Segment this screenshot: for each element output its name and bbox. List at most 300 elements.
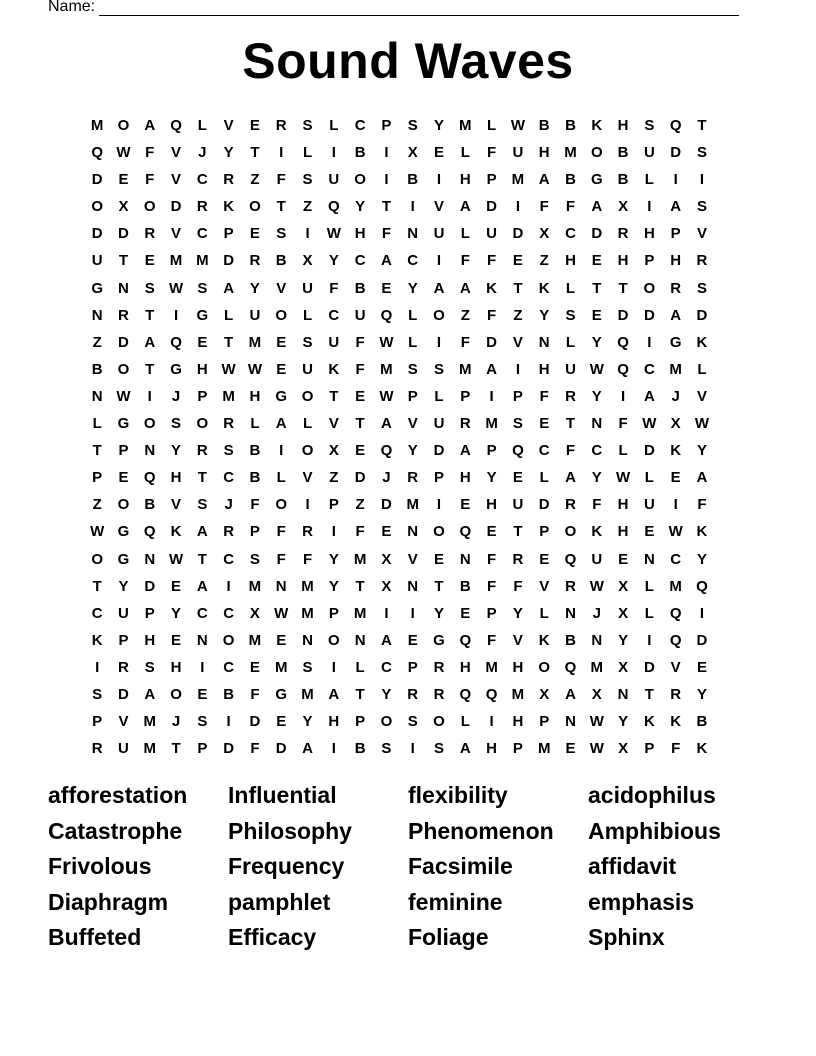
grid-letter: Z [329, 469, 339, 487]
grid-letter: Q [170, 117, 182, 134]
grid-letter: E [434, 550, 445, 568]
grid-letter: S [696, 144, 707, 162]
grid-letter: A [380, 415, 392, 433]
grid-letter: X [302, 252, 313, 270]
grid-letter: U [249, 306, 261, 324]
grid-letter: L [329, 117, 339, 134]
grid-letter: S [302, 333, 313, 351]
grid-letter: P [434, 469, 445, 487]
grid-letter: I [673, 171, 678, 189]
grid-letter: L [250, 415, 260, 433]
word-bank-item: Phenomenon [408, 817, 554, 844]
grid-letter: J [198, 144, 207, 162]
grid-letter: P [92, 713, 103, 731]
grid-letter: C [354, 117, 366, 134]
grid-letter: F [487, 631, 497, 649]
grid-letter: C [354, 252, 366, 270]
grid-letter: F [618, 415, 628, 433]
grid-letter: R [118, 306, 129, 324]
grid-letter: M [274, 658, 288, 676]
grid-letter: F [460, 333, 470, 351]
grid-letter: P [512, 740, 523, 758]
grid-letter: O [143, 198, 156, 216]
grid-letter: Q [380, 306, 393, 324]
grid-letter: L [197, 117, 207, 134]
grid-letter: X [407, 144, 418, 162]
grid-letter: S [434, 740, 445, 758]
grid-letter: N [196, 631, 208, 649]
grid-letter: W [589, 577, 604, 595]
grid-letter: D [643, 658, 655, 676]
grid-letter: P [118, 442, 129, 460]
grid-letter: U [91, 252, 103, 270]
grid-letter: X [328, 442, 339, 460]
grid-letter: L [618, 442, 628, 460]
grid-letter: T [644, 685, 654, 703]
grid-letter: B [275, 252, 287, 270]
grid-letter: J [592, 604, 601, 622]
word-bank-item: Frequency [228, 853, 345, 880]
grid-letter: M [301, 577, 314, 595]
grid-letter: Y [591, 387, 602, 405]
grid-letter: T [197, 469, 207, 487]
grid-letter: Q [617, 360, 629, 378]
grid-letter: E [144, 252, 155, 270]
grid-letter: A [223, 279, 235, 297]
grid-letter: I [436, 333, 442, 351]
grid-letter: B [354, 740, 366, 758]
grid-letter: Q [459, 685, 472, 703]
grid-letter: X [670, 415, 681, 433]
grid-letter: U [643, 144, 655, 162]
grid-letter: H [249, 387, 261, 405]
grid-letter: P [670, 225, 681, 243]
grid-letter: K [486, 279, 498, 297]
grid-letter: R [696, 252, 708, 270]
grid-letter: Y [407, 442, 418, 460]
grid-letter: I [410, 604, 415, 622]
grid-letter: G [170, 360, 182, 378]
grid-letter: I [331, 740, 336, 758]
grid-letter: C [196, 604, 208, 622]
grid-letter: Y [249, 279, 260, 297]
grid-letter: Q [564, 658, 577, 676]
grid-letter: F [592, 496, 602, 514]
grid-letter: D [512, 225, 524, 243]
grid-letter: M [301, 604, 314, 622]
grid-letter: R [459, 415, 471, 433]
grid-letter: E [249, 117, 260, 134]
grid-letter: T [250, 144, 260, 162]
grid-letter: W [168, 550, 184, 568]
grid-letter: H [328, 713, 340, 731]
grid-letter: T [618, 279, 628, 297]
grid-letter: N [591, 631, 603, 649]
grid-letter: L [355, 658, 365, 676]
grid-letter: L [565, 279, 576, 297]
grid-letter: S [302, 117, 313, 134]
grid-letter: O [275, 496, 288, 514]
grid-letter: G [433, 631, 445, 649]
grid-letter: P [249, 523, 260, 541]
grid-letter: H [486, 740, 498, 758]
grid-letter: B [354, 144, 366, 162]
grid-letter: O [91, 550, 103, 568]
grid-letter: R [302, 523, 313, 541]
grid-letter: M [143, 713, 156, 731]
grid-letter: D [118, 685, 129, 703]
grid-letter: D [696, 306, 708, 324]
grid-letter: N [91, 387, 103, 405]
grid-letter: F [276, 550, 286, 568]
grid-letter: I [331, 658, 336, 676]
grid-letter: I [699, 604, 705, 622]
grid-letter: P [328, 604, 339, 622]
word-bank-item: feminine [408, 888, 503, 915]
grid-letter: L [539, 469, 549, 487]
grid-letter: I [147, 387, 152, 405]
grid-letter: I [384, 144, 389, 162]
grid-letter: O [222, 631, 235, 649]
grid-letter: F [355, 360, 365, 378]
grid-letter: H [486, 496, 498, 514]
grid-letter: D [118, 225, 129, 243]
grid-letter: O [275, 306, 288, 324]
grid-letter: M [222, 387, 235, 405]
grid-letter: D [486, 198, 498, 216]
grid-letter: P [197, 740, 208, 758]
grid-letter: L [460, 225, 470, 243]
grid-letter: E [249, 658, 260, 676]
grid-letter: K [670, 442, 682, 460]
grid-letter: P [512, 387, 523, 405]
grid-letter: X [618, 658, 629, 676]
grid-letter: A [144, 685, 156, 703]
grid-letter: H [617, 496, 629, 514]
grid-letter: E [696, 658, 707, 676]
grid-letter: B [617, 171, 629, 189]
grid-letter: W [379, 333, 394, 351]
grid-letter: B [565, 171, 576, 189]
grid-letter: L [408, 333, 418, 351]
word-bank-item: afforestation [48, 782, 188, 808]
grid-letter: M [459, 117, 472, 134]
grid-letter: O [433, 306, 445, 324]
grid-letter: F [460, 252, 470, 270]
grid-letter: T [434, 577, 444, 595]
grid-letter: H [512, 658, 524, 676]
grid-letter: I [305, 496, 310, 514]
grid-letter: T [592, 279, 602, 297]
grid-letter: D [223, 252, 235, 270]
grid-letter: C [380, 658, 392, 676]
grid-letter: D [433, 442, 445, 460]
grid-letter: N [565, 604, 576, 622]
grid-letter: S [223, 442, 234, 460]
grid-letter: N [407, 577, 419, 595]
grid-letter: E [355, 387, 366, 405]
grid-letter: P [486, 604, 497, 622]
grid-letter: P [644, 740, 655, 758]
grid-letter: N [538, 333, 550, 351]
grid-letter: I [173, 306, 179, 324]
grid-letter: T [513, 523, 523, 541]
grid-letter: E [591, 306, 602, 324]
grid-letter: K [670, 713, 682, 731]
grid-letter: M [301, 685, 314, 703]
grid-letter: M [353, 550, 367, 568]
grid-letter: Q [485, 685, 498, 703]
grid-letter: F [671, 740, 681, 758]
grid-letter: R [565, 577, 576, 595]
grid-letter: H [617, 252, 629, 270]
grid-letter: H [459, 469, 471, 487]
grid-letter: Y [618, 631, 629, 649]
grid-letter: I [410, 198, 415, 216]
grid-letter: K [696, 740, 708, 758]
grid-letter: Y [328, 577, 339, 595]
grid-letter: F [145, 144, 155, 162]
grid-letter: Z [513, 306, 523, 324]
grid-letter: Y [696, 442, 707, 460]
grid-letter: A [459, 442, 471, 460]
grid-letter: H [354, 225, 366, 243]
grid-letter: V [276, 279, 287, 297]
grid-letter: W [168, 279, 184, 297]
grid-letter: Y [355, 198, 366, 216]
grid-letter: Y [539, 306, 550, 324]
grid-letter: I [226, 577, 231, 595]
grid-letter: E [591, 252, 602, 270]
grid-letter: M [406, 496, 419, 514]
grid-letter: O [196, 415, 209, 433]
grid-letter: H [170, 469, 182, 487]
grid-letter: S [644, 117, 655, 134]
grid-letter: F [539, 387, 549, 405]
grid-letter: T [355, 577, 365, 595]
grid-letter: T [224, 333, 234, 351]
grid-letter: B [223, 685, 235, 703]
grid-letter: O [354, 171, 366, 189]
grid-letter: Y [486, 469, 497, 487]
grid-letter: I [515, 360, 520, 378]
grid-letter: Y [223, 144, 234, 162]
grid-letter: H [538, 144, 550, 162]
grid-letter: S [197, 279, 208, 297]
grid-letter: E [381, 279, 392, 297]
grid-letter: Q [669, 117, 682, 134]
grid-letter: R [196, 198, 208, 216]
letter-grid [84, 112, 715, 762]
grid-letter: F [355, 333, 365, 351]
grid-letter: J [671, 387, 680, 405]
grid-letter: U [591, 550, 603, 568]
grid-letter: G [117, 550, 130, 568]
grid-letter: A [670, 198, 682, 216]
grid-letter: W [116, 387, 131, 405]
grid-letter: O [301, 387, 314, 405]
grid-letter: H [670, 252, 682, 270]
grid-letter: Q [669, 604, 682, 622]
grid-letter: X [591, 685, 602, 703]
grid-letter: Y [512, 604, 523, 622]
grid-letter: L [460, 144, 470, 162]
grid-letter: V [512, 333, 523, 351]
grid-letter: A [144, 333, 156, 351]
grid-letter: N [118, 279, 129, 297]
grid-letter: S [92, 685, 103, 703]
grid-letter: I [515, 198, 520, 216]
grid-letter: U [486, 225, 498, 243]
grid-letter: B [565, 631, 576, 649]
grid-letter: F [250, 740, 260, 758]
grid-letter: L [92, 415, 102, 433]
grid-letter: N [275, 577, 287, 595]
grid-letter: R [407, 685, 419, 703]
grid-letter: O [249, 198, 261, 216]
grid-letter: E [118, 469, 129, 487]
grid-letter: Q [143, 469, 156, 487]
grid-letter: G [196, 306, 209, 324]
grid-letter: H [459, 658, 471, 676]
grid-letter: Q [512, 442, 524, 460]
grid-letter: X [618, 577, 629, 595]
grid-letter: K [591, 117, 603, 134]
grid-letter: S [512, 415, 523, 433]
grid-letter: M [485, 658, 498, 676]
grid-letter: R [617, 225, 629, 243]
grid-letter: F [539, 198, 549, 216]
grid-letter: D [91, 171, 103, 189]
grid-letter: V [696, 387, 707, 405]
grid-letter: I [384, 171, 389, 189]
grid-letter: F [487, 306, 497, 324]
grid-letter: T [381, 198, 391, 216]
grid-letter: Y [696, 685, 707, 703]
grid-letter: Y [434, 604, 445, 622]
grid-letter: K [91, 631, 103, 649]
grid-letter: M [669, 360, 682, 378]
grid-letter: P [328, 496, 339, 514]
grid-letter: W [589, 360, 604, 378]
grid-letter: P [118, 631, 129, 649]
grid-letter: C [196, 171, 208, 189]
grid-letter: Z [92, 333, 102, 351]
grid-letter: D [617, 306, 629, 324]
grid-letter: R [223, 171, 235, 189]
grid-letter: N [144, 442, 156, 460]
grid-letter: O [301, 442, 314, 460]
grid-letter: N [617, 685, 629, 703]
grid-letter: Q [459, 631, 472, 649]
grid-letter: F [329, 279, 339, 297]
grid-letter: V [302, 469, 313, 487]
grid-letter: F [565, 198, 576, 216]
grid-letter: P [486, 442, 497, 460]
grid-letter: I [331, 144, 336, 162]
page-title: Sound Waves [242, 33, 574, 89]
grid-letter: F [276, 523, 286, 541]
grid-letter: L [487, 117, 497, 134]
grid-letter: Z [302, 198, 313, 216]
grid-letter: I [305, 225, 310, 243]
grid-letter: R [512, 550, 524, 568]
grid-letter: O [538, 658, 551, 676]
grid-letter: D [170, 198, 182, 216]
grid-letter: C [591, 442, 603, 460]
grid-letter: Z [92, 496, 102, 514]
grid-letter: O [91, 198, 103, 216]
word-bank-item: Facsimile [408, 853, 513, 880]
grid-letter: Q [380, 442, 393, 460]
grid-letter: R [433, 685, 445, 703]
grid-letter: E [407, 631, 418, 649]
grid-letter: S [144, 658, 155, 676]
grid-letter: E [355, 442, 366, 460]
grid-letter: E [197, 685, 208, 703]
grid-letter: G [117, 523, 130, 541]
grid-letter: B [144, 496, 156, 514]
grid-letter: G [275, 685, 288, 703]
grid-letter: S [381, 740, 392, 758]
grid-letter: F [513, 577, 523, 595]
grid-letter: A [380, 631, 392, 649]
grid-letter: M [669, 577, 682, 595]
grid-letter: E [276, 333, 287, 351]
grid-letter: S [407, 117, 418, 134]
grid-letter: L [408, 306, 418, 324]
grid-letter: A [565, 469, 576, 487]
grid-letter: J [382, 469, 391, 487]
grid-letter: S [302, 658, 313, 676]
grid-letter: A [696, 469, 708, 487]
grid-letter: S [434, 360, 445, 378]
grid-letter: T [697, 117, 707, 134]
grid-letter: G [669, 333, 682, 351]
grid-letter: S [197, 713, 208, 731]
grid-letter: Q [564, 550, 577, 568]
grid-letter: Z [460, 306, 470, 324]
grid-letter: E [618, 550, 629, 568]
grid-letter: O [327, 631, 340, 649]
grid-letter: P [539, 523, 550, 541]
grid-letter: E [276, 713, 287, 731]
grid-letter: M [485, 415, 498, 433]
grid-letter: T [355, 415, 365, 433]
grid-letter: B [249, 442, 261, 460]
grid-letter: I [200, 658, 205, 676]
grid-letter: C [538, 442, 550, 460]
grid-letter: Y [171, 604, 182, 622]
grid-letter: E [276, 360, 287, 378]
grid-letter: E [118, 171, 129, 189]
grid-letter: A [538, 171, 550, 189]
grid-letter: Y [328, 550, 339, 568]
grid-letter: D [670, 144, 682, 162]
grid-letter: R [223, 415, 235, 433]
grid-letter: O [143, 415, 156, 433]
grid-letter: V [434, 198, 445, 216]
grid-letter: I [436, 252, 442, 270]
grid-letter: E [539, 550, 550, 568]
grid-letter: D [591, 225, 603, 243]
grid-letter: H [617, 117, 629, 134]
grid-letter: E [565, 740, 576, 758]
grid-letter: P [197, 387, 208, 405]
grid-letter: M [169, 252, 183, 270]
grid-letter: W [642, 415, 657, 433]
grid-letter: I [436, 171, 442, 189]
